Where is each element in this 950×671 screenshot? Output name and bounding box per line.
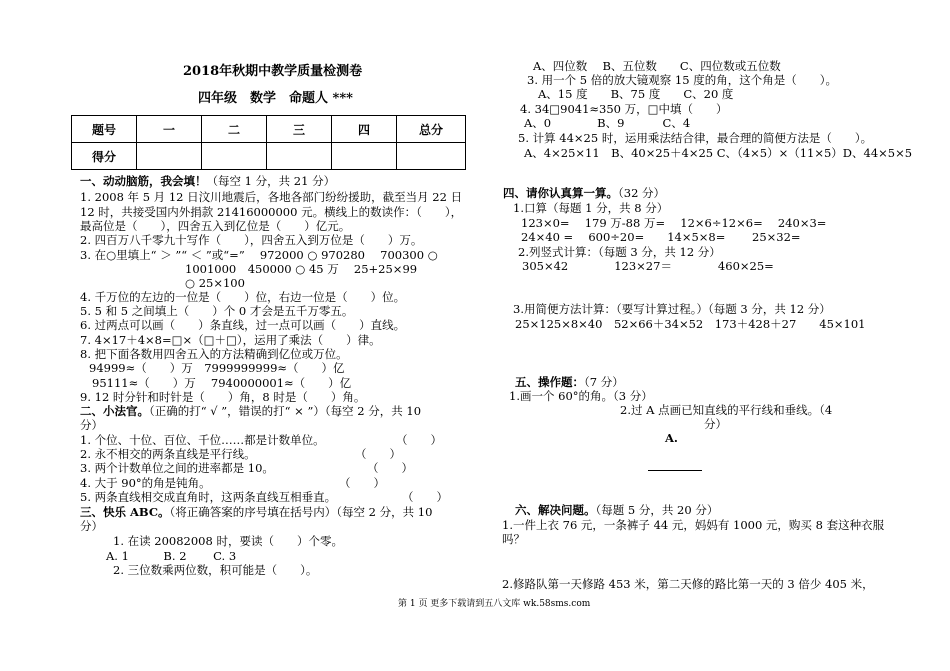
section-6-title: 六、解决问题。 <box>515 503 596 517</box>
vertical-calc-title: 2.列竖式计算：（每题 3 分，共 12 分） <box>518 245 721 259</box>
judge-4: 4. 大于 90°的角是钝角。 <box>80 476 211 490</box>
choice-3: 3. 用一个 5 倍的放大镜观察 15 度的角，这个角是（ ）。 <box>527 73 837 87</box>
choice-4-options: A、0 B、9 C、4 <box>524 116 691 130</box>
section-1-title: 一、动动脑筋，我会填！ <box>80 174 207 188</box>
section-3-note: （将正确答案的序号填在括号内）（每空 2 分，共 10 <box>169 505 433 519</box>
score-input-cell[interactable] <box>137 143 202 170</box>
score-input-cell[interactable] <box>267 143 332 170</box>
operation-1: 1.画一个 60°的角。（3 分） <box>509 389 653 403</box>
score-header-cell: 二 <box>202 116 267 143</box>
judge-5: 5. 两条直线相交成直角时，这两条直线互相垂直。 <box>80 490 337 504</box>
score-row-label: 得分 <box>72 143 137 170</box>
problem-1-line-1: 1.一件上衣 76 元，一条裤子 44 元，妈妈有 1000 元，购买 8 套这种衣服 <box>502 518 885 532</box>
q6: 6. 过两点可以画（ ）条直线，过一点可以画（ ）直线。 <box>80 318 406 332</box>
q1-line-2: 12 时，共接受国内外捐款 21416000000 元。横线上的数读作：（ ）， <box>80 205 463 219</box>
q8-b: 95111≈（ ）万 7940000001≈（ ）亿 <box>92 376 352 390</box>
oral-row-2: 24×40 = 600÷20= 14×5×8= 25×32= <box>521 230 801 244</box>
q3-line-3: ○ 25×100 <box>185 276 245 290</box>
score-header-cell: 总分 <box>397 116 466 143</box>
q8: 8. 把下面各数用四舍五入的方法精确到亿位或万位。 <box>80 347 348 361</box>
section-6-note: （每题 5 分，共 20 分） <box>595 503 719 517</box>
section-1-heading <box>80 174 335 188</box>
choice-2-options: A、四位数 B、五位数 C、四位数或五位数 <box>533 59 781 73</box>
judge-3: 3. 两个计数单位之间的进率都是 10。 <box>80 461 274 475</box>
section-6-heading <box>515 503 718 517</box>
section-4-note: （32 分） <box>618 186 666 200</box>
choice-5-options: A、4×25×11 B、40×25＋4×25 C、（4×5）×（11×5）D、44×5×5 <box>524 146 913 160</box>
choice-2: 2. 三位数乘两位数，积可能是（ ）。 <box>113 563 318 577</box>
score-table-header-row <box>72 116 466 143</box>
score-input-cell[interactable] <box>332 143 397 170</box>
q5: 5. 5 和 5 之间填上（ ）个 0 才会是五千万零五。 <box>80 304 354 318</box>
q7: 7. 4×17＋4×8=□×（□＋□），运用了乘法（ ）律。 <box>80 333 381 347</box>
q8-a: 94999≈（ ）万 7999999999≈（ ）亿 <box>89 361 345 375</box>
simple-calc-title: 3.用简便方法计算：（要写计算过程。）（每题 3 分，共 12 分） <box>513 302 831 316</box>
given-straight-line <box>648 470 702 471</box>
section-5-heading <box>515 375 624 389</box>
problem-1-line-2: 吗？ <box>502 532 525 546</box>
q1-line-1: 1. 2008 年 5 月 12 日汶川地震后，各地各部门纷纷援助，截至当月 22 日 <box>80 190 463 204</box>
page-title: 2018年秋期中教学质量检测卷 <box>183 64 363 79</box>
judge-2-bracket[interactable]: （ ） <box>355 447 401 461</box>
q3-line-1: 3. 在○里填上“ ＞ ”“ ＜ ”或“=” 972000 ○ 970280 700300 ○ <box>80 248 438 262</box>
judge-4-bracket[interactable]: （ ） <box>339 476 385 490</box>
judge-2: 2. 永不相交的两条直线是平行线。 <box>80 447 256 461</box>
q3-line-2: 1001000 450000 ○ 45 万 25+25×99 <box>185 262 418 276</box>
score-header-cell: 三 <box>267 116 332 143</box>
point-a-label: A. <box>665 431 678 445</box>
vertical-calc-row: 305×42 123×27＝ 460×25= <box>522 259 774 273</box>
oral-title: 1.口算（每题 1 分，共 8 分） <box>513 201 669 215</box>
page-footer: 第 1 页 更多下载请到五八文库 wk.58sms.com <box>398 599 591 609</box>
score-header-cell: 一 <box>137 116 202 143</box>
section-5-title: 五、操作题： <box>515 375 584 389</box>
score-header-cell: 四 <box>332 116 397 143</box>
choice-1: 1. 在读 20082008 时，要读（ ）个零。 <box>113 534 343 548</box>
section-2-title: 二、小法官。 <box>80 404 149 418</box>
choice-1-options: A. 1 B. 2 C. 3 <box>106 549 237 563</box>
choice-5: 5. 计算 44×25 时，运用乘法结合律，最合理的简便方法是（ ）。 <box>518 131 873 145</box>
q2: 2. 四百万八千零九十写作（ ），四舍五入到万位是（ ）万。 <box>80 233 423 247</box>
simple-calc-row: 25×125×8×40 52×66＋34×52 173＋428＋27 45×101 <box>515 317 866 331</box>
choice-4: 4. 34□9041≈350 万，□中填（ ） <box>520 102 728 116</box>
score-header-cell: 题号 <box>72 116 137 143</box>
section-2-note: （正确的打“ √ ”，错误的打“ × ”）（每空 2 分，共 10 <box>149 404 422 418</box>
section-3-title: 三、快乐 ABC。 <box>80 505 170 519</box>
judge-1-bracket[interactable]: （ ） <box>396 433 442 447</box>
score-table-score-row <box>72 143 466 170</box>
judge-3-bracket[interactable]: （ ） <box>367 461 413 475</box>
problem-2: 2.修路队第一天修路 453 米，第二天修的路比第一天的 3 倍少 405 米， <box>502 577 874 591</box>
section-3-heading <box>80 505 432 519</box>
score-table <box>71 115 466 170</box>
section-2-note-cont: 分） <box>80 418 103 432</box>
section-4-title: 四、请你认真算一算。 <box>503 186 618 200</box>
section-1-note: （每空 1 分，共 21 分） <box>206 174 336 188</box>
section-5-note: （7 分） <box>584 375 624 389</box>
choice-3-options: A、15 度 B、75 度 C、20 度 <box>538 87 734 101</box>
q4: 4. 千万位的左边的一位是（ ）位，右边一位是（ ）位。 <box>80 290 406 304</box>
page-subtitle: 四年级 数学 命题人 *** <box>198 91 353 106</box>
score-input-cell[interactable] <box>397 143 466 170</box>
oral-row-1: 123×0= 179 万-88 万= 12×6÷12×6= 240×3= <box>521 216 827 230</box>
operation-2-line-1: 2.过 A 点画已知直线的平行线和垂线。（4 <box>620 403 833 417</box>
judge-5-bracket[interactable]: （ ） <box>402 490 448 504</box>
section-4-heading <box>503 186 665 200</box>
operation-2-line-2: 分） <box>704 417 727 431</box>
q1-line-3: 最高位是（ ），四舍五入到亿位是（ ）亿元。 <box>80 219 351 233</box>
judge-1: 1. 个位、十位、百位、千位……都是计数单位。 <box>80 433 325 447</box>
section-3-note-cont: 分） <box>80 519 103 533</box>
score-input-cell[interactable] <box>202 143 267 170</box>
q9: 9. 12 时分针和时针是（ ）角，8 时是（ ）角。 <box>80 390 366 404</box>
section-2-heading <box>80 404 421 418</box>
